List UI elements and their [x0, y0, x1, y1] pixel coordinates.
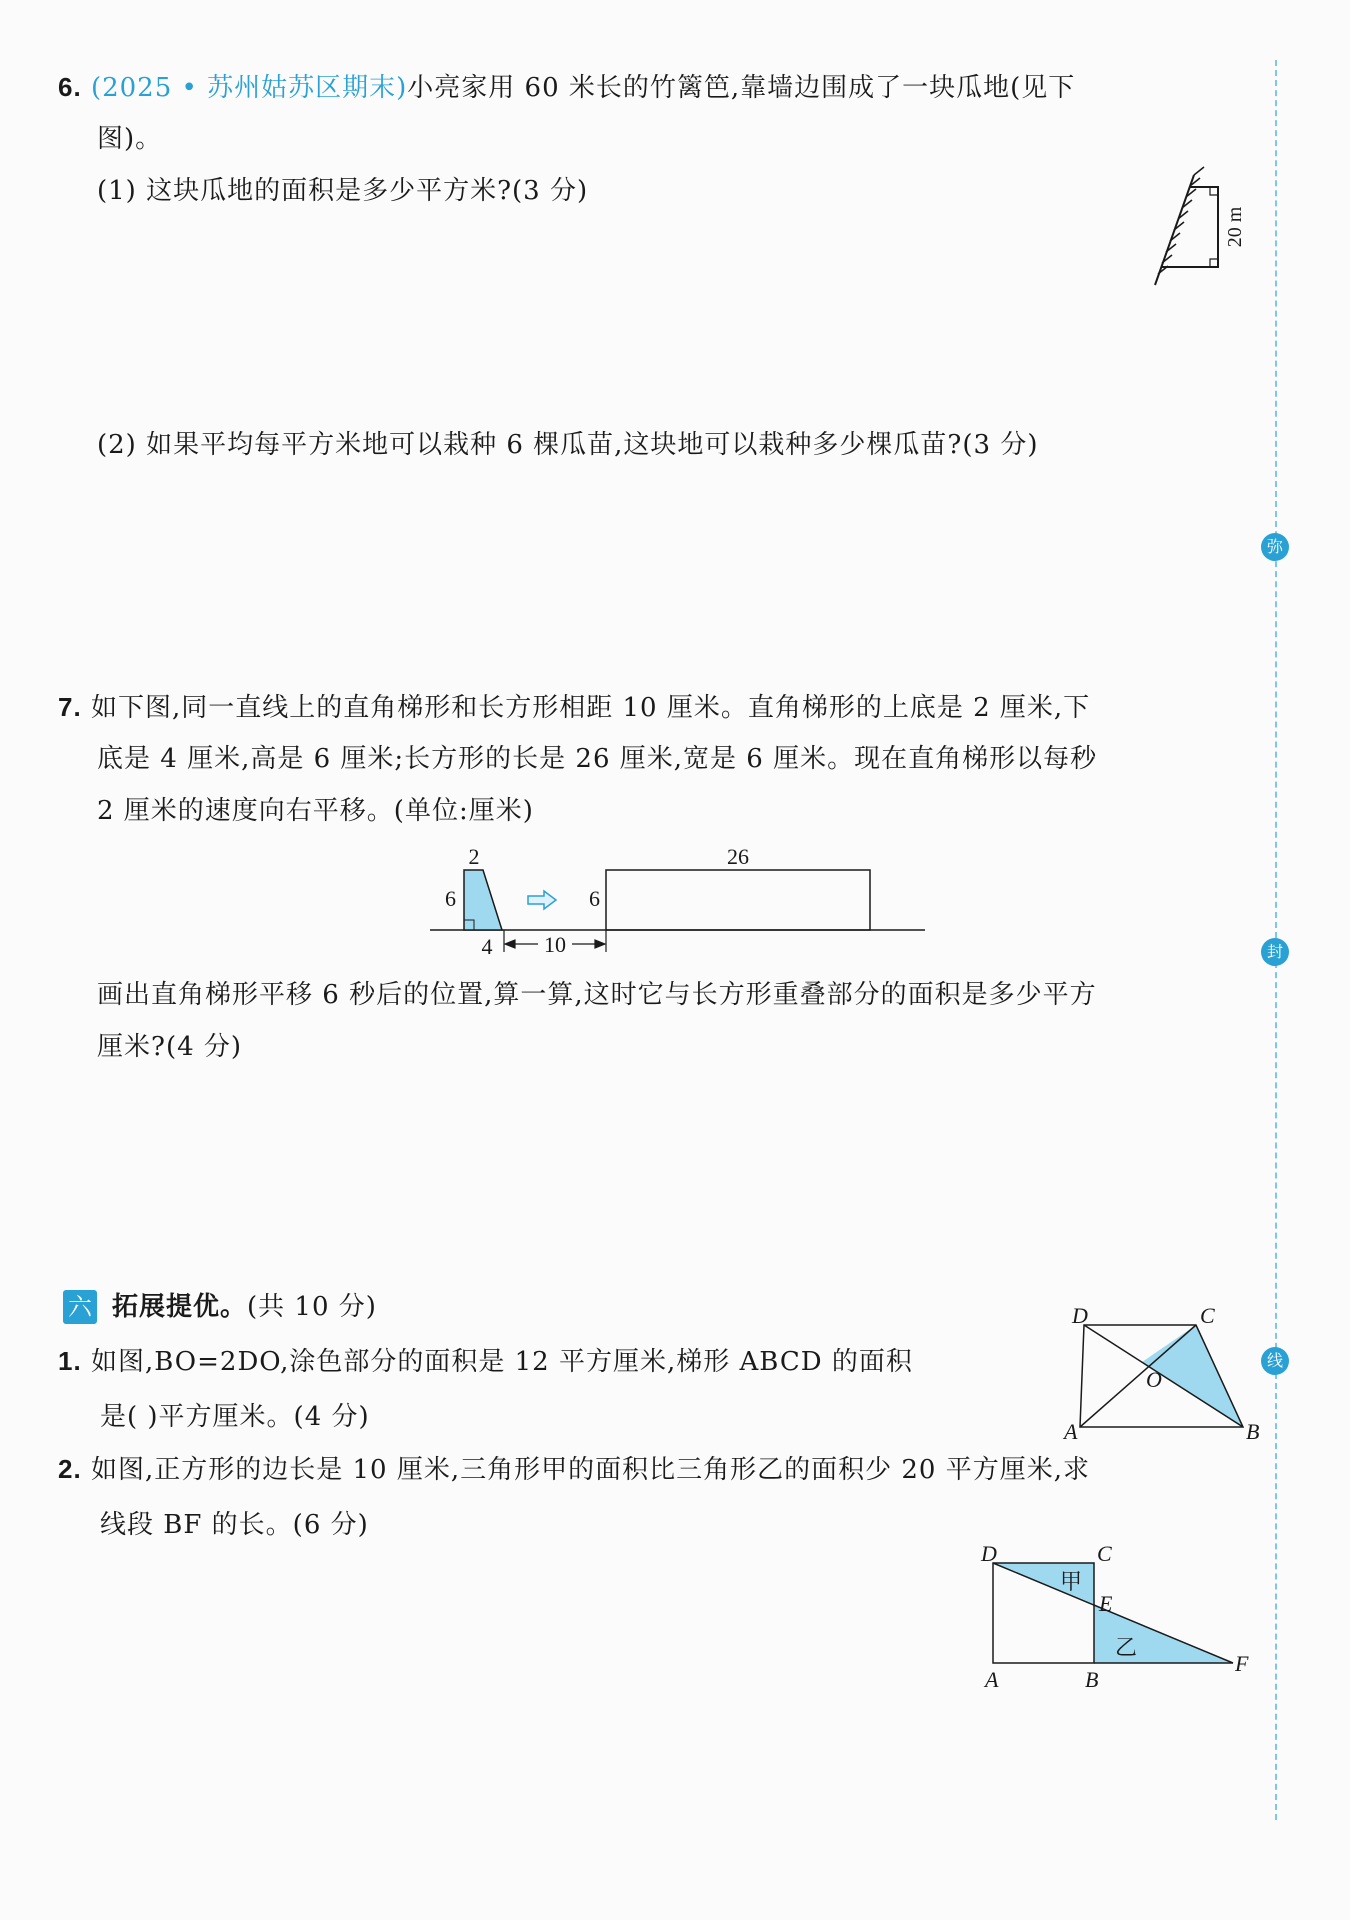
section6-q1-line2: 是( )平方厘米。(4 分) — [100, 1402, 370, 1432]
question-stem: 如下图,同一直线上的直角梯形和长方形相距 10 厘米。直角梯形的上底是 2 厘米,下 — [90, 693, 1091, 723]
question-6-line2: 图)。 — [97, 124, 163, 154]
label-O: O — [1146, 1367, 1162, 1392]
question-number: 2. — [58, 1454, 82, 1484]
label-B: B — [1246, 1419, 1260, 1444]
section-points: (共 10 分) — [247, 1292, 377, 1322]
label-C: C — [1200, 1303, 1215, 1328]
trap-top-label: 2 — [468, 844, 480, 869]
question-stem: 小亮家用 60 米长的竹篱笆,靠墙边围成了一块瓜地(见下 — [407, 73, 1076, 103]
question-7-ask-line1: 画出直角梯形平移 6 秒后的位置,算一算,这时它与长方形重叠部分的面积是多少平方 — [97, 980, 1097, 1010]
section6-q2-line1 — [58, 1452, 1090, 1487]
label-yi: 乙 — [1115, 1635, 1138, 1660]
question-6-line1 — [58, 70, 1075, 105]
label-B: B — [1085, 1667, 1099, 1692]
label-A: A — [1064, 1419, 1078, 1444]
gap-label: 10 — [544, 932, 566, 957]
move-arrow-icon — [528, 891, 556, 909]
rect-width-label: 6 — [589, 886, 600, 911]
label-E: E — [1099, 1591, 1113, 1616]
question-number: 1. — [58, 1346, 82, 1376]
square-triangle-figure — [975, 1541, 1265, 1705]
question-6-part1: (1) 这块瓜地的面积是多少平方米?(3 分) — [97, 176, 589, 206]
melon-field-figure — [1150, 165, 1255, 290]
section-title: 拓展提优。 — [112, 1292, 248, 1322]
fence-outline — [1161, 187, 1218, 267]
question-7-ask-line2: 厘米?(4 分) — [97, 1032, 243, 1062]
margin-mark-bottom: 线 — [1261, 1347, 1289, 1375]
question-stem: 如图,BO=2DO,涂色部分的面积是 12 平方厘米,梯形 ABCD 的面积 — [90, 1347, 913, 1377]
height-label: 20 m — [1224, 206, 1246, 248]
label-D: D — [981, 1541, 997, 1566]
margin-mark-mid: 封 — [1261, 938, 1289, 966]
margin-mark-top: 弥 — [1261, 533, 1289, 561]
label-A: A — [985, 1667, 999, 1692]
question-source: (2025 • 苏州姑苏区期末) — [90, 73, 408, 103]
rect-length-label: 26 — [727, 844, 749, 869]
trap-height-label: 6 — [445, 886, 456, 911]
right-trapezoid — [464, 870, 502, 930]
trap-bottom-label: 4 — [481, 934, 493, 959]
question-7-line1 — [58, 690, 1090, 725]
label-jia: 甲 — [1060, 1569, 1083, 1594]
section6-q2-line2: 线段 BF 的长。(6 分) — [100, 1510, 369, 1540]
question-stem: 如图,正方形的边长是 10 厘米,三角形甲的面积比三角形乙的面积少 20 平方厘米,求 — [90, 1455, 1090, 1485]
rectangle — [606, 870, 870, 930]
question-6-part2: (2) 如果平均每平方米地可以栽种 6 棵瓜苗,这块地可以栽种多少棵瓜苗?(3 分) — [97, 430, 1039, 460]
label-F: F — [1235, 1651, 1249, 1676]
section-badge: 六 — [63, 1290, 97, 1324]
section-6-header — [112, 1290, 377, 1324]
label-D: D — [1072, 1303, 1088, 1328]
question-7-line3: 2 厘米的速度向右平移。(单位:厘米) — [97, 796, 534, 826]
question-number: 7. — [58, 692, 82, 722]
question-number: 6. — [58, 72, 82, 102]
trapezoid-abcd-figure — [1060, 1305, 1260, 1445]
section6-q1-line1 — [58, 1344, 913, 1379]
question-7-line2: 底是 4 厘米,高是 6 厘米;长方形的长是 26 厘米,宽是 6 厘米。现在直角梯形以每秒 — [97, 744, 1098, 774]
label-C: C — [1097, 1541, 1112, 1566]
translation-figure — [420, 840, 930, 965]
